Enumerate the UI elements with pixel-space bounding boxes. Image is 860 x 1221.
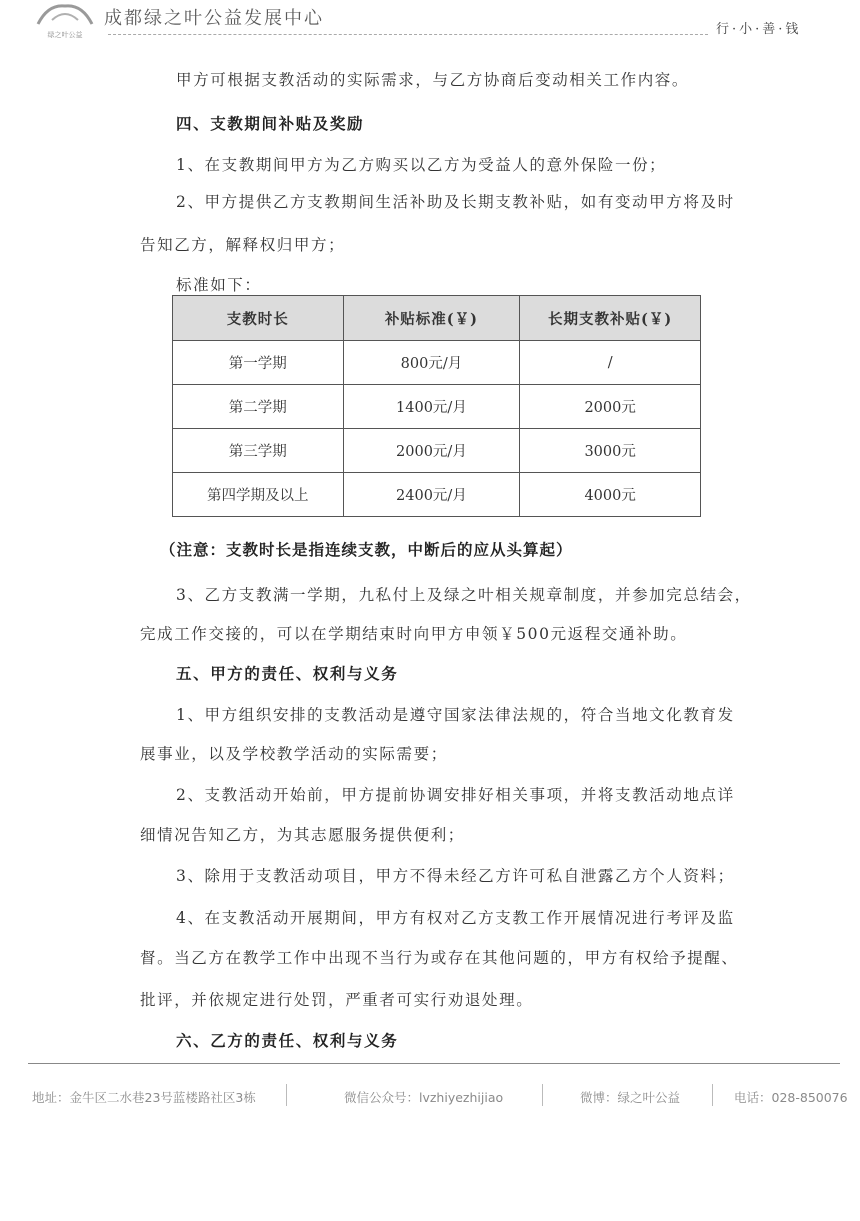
section-heading-6: 六、乙方的责任、权利与义务	[176, 1031, 399, 1050]
table-caption: 标准如下：	[176, 276, 262, 294]
column-header: 支教时长	[173, 296, 344, 341]
table-cell: 第三学期	[173, 429, 344, 473]
section-heading-4: 四、支教期间补贴及奖励	[176, 114, 365, 133]
footer-phone: 电话：028-850076	[734, 1090, 848, 1105]
paragraph: 3、乙方支教满一学期，九私付上及绿之叶相关规章制度，并参加完总结会，	[176, 586, 752, 604]
table-cell: /	[520, 341, 701, 385]
table-cell: 1400元/月	[343, 385, 520, 429]
paragraph: 1、甲方组织安排的支教活动是遵守国家法律法规的，符合当地文化教育发	[176, 706, 735, 724]
column-header: 长期支教补贴(￥)	[520, 296, 701, 341]
table-cell: 4000元	[520, 473, 701, 517]
table-cell: 800元/月	[343, 341, 520, 385]
paragraph: 2、甲方提供乙方支教期间生活补助及长期支教补贴，如有变动甲方将及时	[176, 193, 735, 211]
paragraph: 细情况告知乙方，为其志愿服务提供便利；	[140, 826, 465, 844]
paragraph: 完成工作交接的，可以在学期结束时向甲方申领￥500元返程交通补助。	[140, 625, 688, 643]
table-row	[173, 385, 701, 429]
paragraph: 4、在支教活动开展期间，甲方有权对乙方支教工作开展情况进行考评及监	[176, 909, 735, 927]
header-title: 成都绿之叶公益发展中心	[104, 8, 324, 29]
table-cell: 2400元/月	[343, 473, 520, 517]
table-header-row	[173, 296, 701, 341]
table-cell: 2000元	[520, 385, 701, 429]
table-note: （注意：支教时长是指连续支教，中断后的应从头算起）	[160, 540, 573, 559]
paragraph: 2、支教活动开始前，甲方提前协调安排好相关事项，并将支教活动地点详	[176, 786, 735, 804]
paragraph: 督。当乙方在教学工作中出现不当行为或存在其他问题的，甲方有权给予提醒、	[140, 949, 739, 967]
paragraph: 展事业，以及学校教学活动的实际需要；	[140, 745, 448, 763]
paragraph: 3、除用于支教活动项目，甲方不得未经乙方许可私自泄露乙方个人资料；	[176, 867, 735, 885]
paragraph: 告知乙方，解释权归甲方；	[140, 236, 346, 254]
column-header: 补贴标准(￥)	[343, 296, 520, 341]
table-row	[173, 341, 701, 385]
table-row	[173, 473, 701, 517]
footer-weibo: 微博：绿之叶公益	[580, 1090, 681, 1105]
table-cell: 第一学期	[173, 341, 344, 385]
header-rule	[108, 34, 708, 38]
footer-address: 地址：金牛区二水巷23号蓝楼路社区3栋	[32, 1090, 256, 1105]
table-cell: 2000元/月	[343, 429, 520, 473]
table-row	[173, 429, 701, 473]
footer-wechat: 微信公众号：lvzhiyezhijiao	[344, 1090, 504, 1105]
org-logo	[28, 2, 102, 40]
table-cell: 3000元	[520, 429, 701, 473]
header-slogan: 行·小·善·钱	[716, 22, 802, 37]
footer-divider	[286, 1084, 287, 1106]
footer-divider	[542, 1084, 543, 1106]
subsidy-table	[172, 295, 701, 517]
footer-rule	[28, 1063, 840, 1064]
table-cell: 第二学期	[173, 385, 344, 429]
logo-text: 绿之叶公益	[47, 31, 83, 39]
table-cell: 第四学期及以上	[173, 473, 344, 517]
letterhead	[0, 0, 860, 42]
paragraph: 甲方可根据支教活动的实际需求，与乙方协商后变动相关工作内容。	[176, 71, 690, 89]
paragraph: 1、在支教期间甲方为乙方购买以乙方为受益人的意外保险一份；	[176, 156, 667, 174]
section-heading-5: 五、甲方的责任、权利与义务	[176, 664, 399, 683]
paragraph: 批评，并依规定进行处罚，严重者可实行劝退处理。	[140, 991, 534, 1009]
footer-divider	[712, 1084, 713, 1106]
